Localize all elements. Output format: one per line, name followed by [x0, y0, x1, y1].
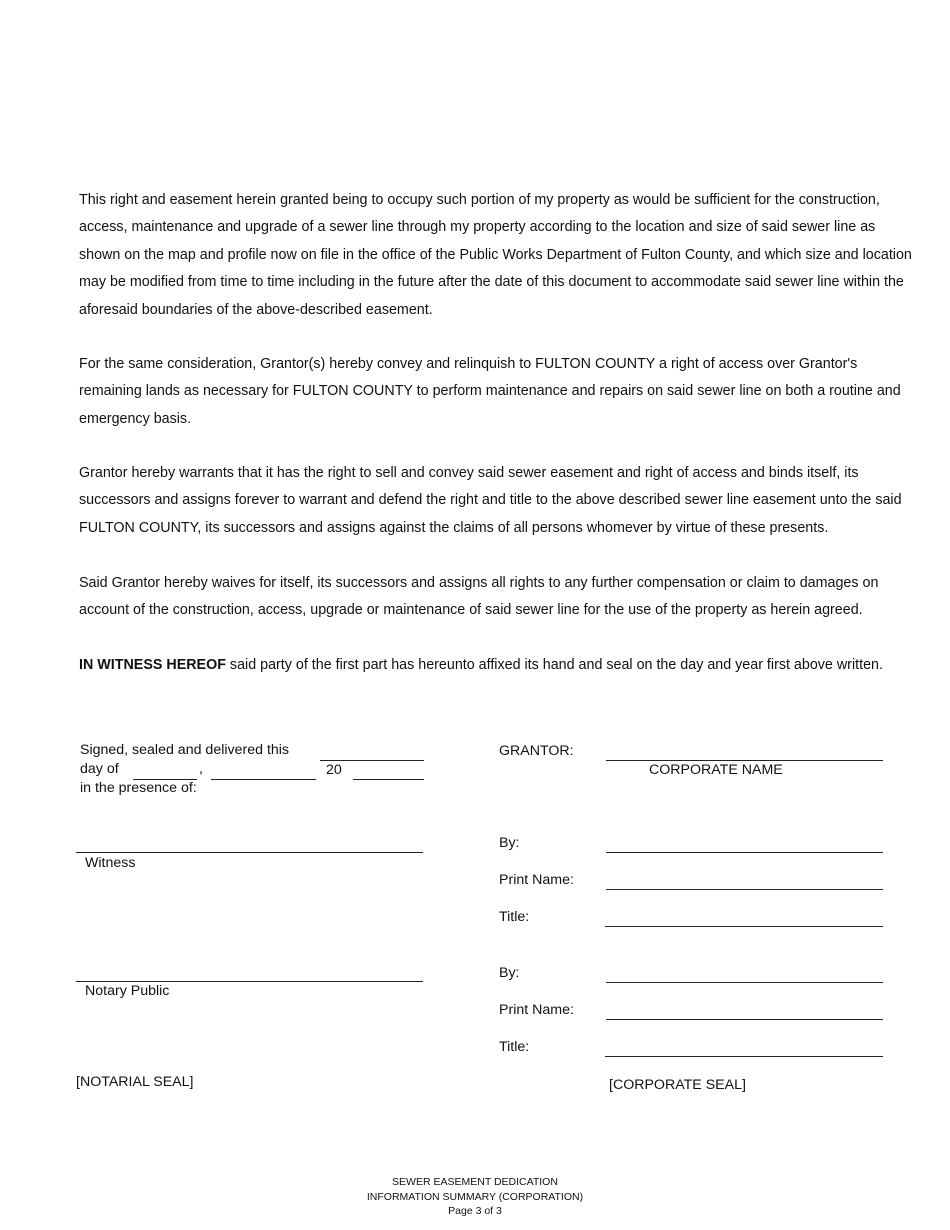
month-line[interactable] [211, 779, 316, 780]
day-comma: , [199, 761, 203, 777]
by-line-1[interactable] [606, 852, 883, 853]
signed-sealed-text: Signed, sealed and delivered this [80, 742, 290, 758]
footer-doc-title: SEWER EASEMENT DEDICATION [392, 1176, 558, 1188]
paragraph-warranty: Grantor hereby warrants that it has the right to sell and convey said sewer easement and right of access and binds itself, its successors and assigns forever to warrant and defend the right and title to the above described sewer line easement unto the said FULTON COUNTY, its successors and assigns against the claims of all persons whomever by virtue of these presents. [79, 465, 902, 536]
footer-doc-subtitle: INFORMATION SUMMARY (CORPORATION) [366, 1190, 584, 1203]
corporate-seal-label: [CORPORATE SEAL] [609, 1077, 746, 1093]
title-line-1[interactable] [605, 926, 883, 927]
by-label-1: By: [499, 835, 520, 851]
presence-label: in the presence of: [80, 780, 197, 796]
title-label-1: Title: [499, 909, 530, 925]
paragraph-access-right: For the same consideration, Grantor(s) hereby convey and relinquish to FULTON COUNTY a right of access over Grantor's remaining lands as necessary for FULTON COUNTY to perform maintenance and repairs on said sewer line on both a routine and emergency basis. [79, 356, 901, 427]
year-prefix: 20 [326, 762, 342, 778]
print-name-line-2[interactable] [606, 1019, 883, 1020]
by-line-2[interactable] [606, 982, 883, 983]
page-footer [0, 1175, 950, 1219]
paragraph-in-witness [79, 652, 914, 679]
year-line[interactable] [353, 779, 424, 780]
in-witness-text: said party of the first part has hereunto affixed its hand and seal on the day and year first above written. [225, 657, 883, 673]
title-line-2[interactable] [605, 1056, 883, 1057]
print-name-label-2: Print Name: [499, 1002, 574, 1018]
corporate-name-label: CORPORATE NAME [649, 762, 783, 778]
title-label-2: Title: [499, 1039, 530, 1055]
footer-page-number: Page 3 of 3 [448, 1205, 502, 1217]
grantor-label: GRANTOR: [499, 743, 574, 759]
in-witness-bold: IN WITNESS HEREOF [79, 657, 226, 673]
paragraph-easement-scope: This right and easement herein granted being to occupy such portion of my property as would be sufficient for the construction, access, maintenance and upgrade of a sewer line through my property according to the location and size of said sewer line as shown on the map and profile now on file in the office of the Public Works Department of Fulton County, and which size and location may be modified from time to time including in the future after the date of this document to accommodate said sewer line within the aforesaid boundaries of the above-described easement. [79, 192, 912, 318]
print-name-label-1: Print Name: [499, 872, 574, 888]
witness-label: Witness [85, 855, 136, 871]
witness-signature-line[interactable] [76, 852, 423, 853]
day-of-label: day of [80, 761, 119, 777]
print-name-line-1[interactable] [606, 889, 883, 890]
notary-public-label: Notary Public [85, 983, 170, 999]
by-label-2: By: [499, 965, 520, 981]
paragraph-waiver: Said Grantor hereby waives for itself, its successors and assigns all rights to any further compensation or claim to damages on account of the construction, access, upgrade or maintenance of said sewer line for the use of the property as herein agreed. [79, 575, 879, 619]
notarial-seal-label: [NOTARIAL SEAL] [76, 1074, 194, 1090]
